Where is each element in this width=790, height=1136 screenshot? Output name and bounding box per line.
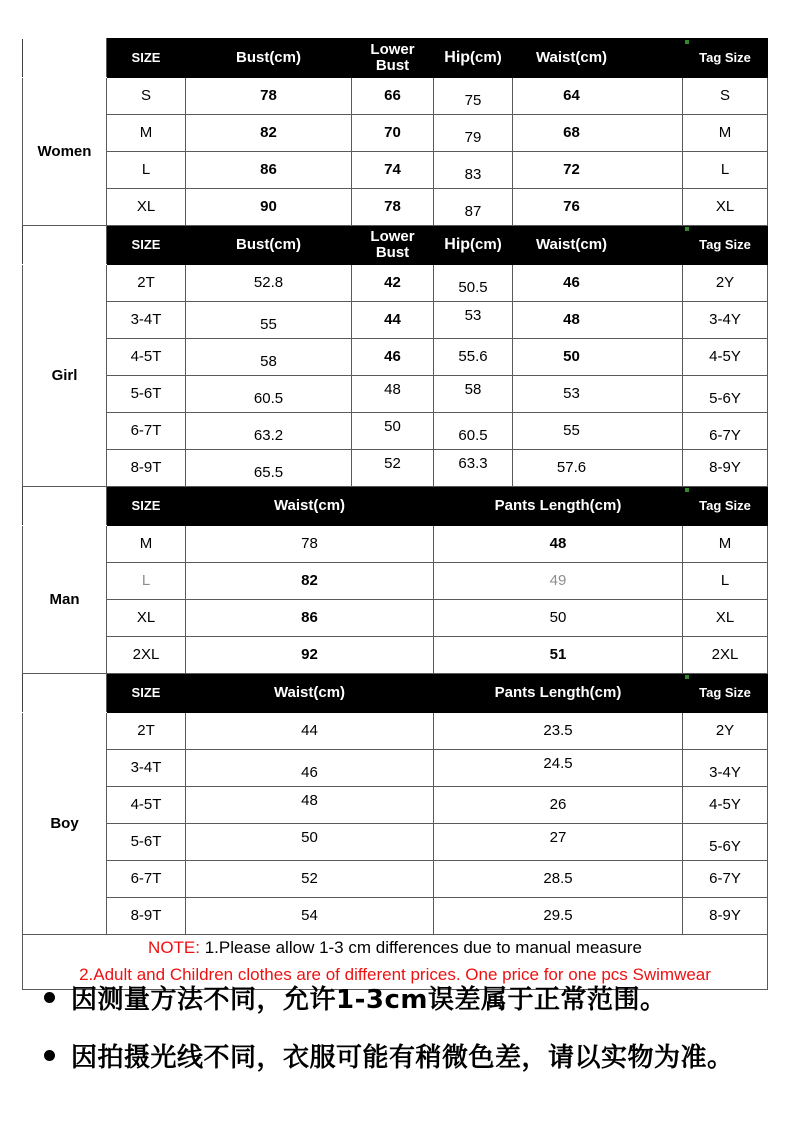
table-row	[23, 750, 768, 787]
cell-girl-bust	[186, 450, 352, 487]
cell-girl-waist-value: 46	[563, 274, 580, 292]
cell-boy-pants-length	[434, 824, 683, 861]
table-row	[23, 115, 768, 152]
cell-man-waist: 78	[186, 526, 434, 563]
boy-header-waist-label: Waist(cm)	[273, 684, 346, 702]
cell-girl-lower-bust: 42	[352, 265, 434, 302]
cell-boy-waist: 52	[186, 861, 434, 898]
cell-boy-waist-value: 50	[301, 829, 318, 847]
cell-man-tag: M	[683, 526, 768, 563]
cell-man-pants-length: 49	[434, 563, 683, 600]
cell-girl-size: 8-9T	[107, 450, 186, 487]
girl-header-size	[107, 226, 186, 265]
table-row	[23, 78, 768, 115]
cell-girl-lower-bust	[352, 450, 434, 487]
cell-girl-hip	[434, 376, 513, 413]
cell-boy-tag: 4-5Y	[683, 787, 768, 824]
cell-boy-waist	[186, 824, 434, 861]
cell-girl-hip-value: 50.5	[458, 279, 488, 297]
boy-header-pants-length	[434, 674, 683, 713]
cell-girl-bust-value: 58	[260, 353, 277, 371]
boy-header-row	[23, 674, 768, 713]
cell-girl-tag: 4-5Y	[683, 339, 768, 376]
cell-girl-size: 5-6T	[107, 376, 186, 413]
man-header-row	[23, 487, 768, 526]
cell-women-hip-value: 79	[464, 129, 482, 147]
man-header-size	[107, 487, 186, 526]
cell-boy-waist: 44	[186, 713, 434, 750]
cell-boy-pants-length: 26	[434, 787, 683, 824]
table-row	[23, 376, 768, 413]
table-row	[23, 563, 768, 600]
size-chart-table-container	[22, 38, 767, 990]
table-row	[23, 600, 768, 637]
cell-girl-lower-bust	[352, 376, 434, 413]
cell-boy-pants-length: 23.5	[434, 713, 683, 750]
cell-girl-bust: 52.8	[186, 265, 352, 302]
cell-boy-pants-length	[434, 750, 683, 787]
cell-girl-size: 6-7T	[107, 413, 186, 450]
cell-boy-pants-length: 29.5	[434, 898, 683, 935]
cell-women-hip	[434, 78, 513, 115]
cell-boy-tag	[683, 824, 768, 861]
cell-girl-tag: 2Y	[683, 265, 768, 302]
cell-women-size: L	[107, 152, 186, 189]
boy-header-pants-length-label: Pants Length(cm)	[494, 684, 622, 702]
cell-girl-tag	[683, 376, 768, 413]
cell-girl-hip: 55.6	[434, 339, 513, 376]
cell-girl-tag-value: 5-6Y	[709, 390, 741, 408]
cell-women-waist	[513, 152, 683, 189]
cell-girl-hip	[434, 265, 513, 302]
table-row	[23, 450, 768, 487]
cell-women-size: M	[107, 115, 186, 152]
cell-boy-waist	[186, 787, 434, 824]
cell-women-bust: 90	[186, 189, 352, 226]
table-row	[23, 898, 768, 935]
cell-girl-waist-value: 55	[563, 422, 580, 440]
cell-women-hip	[434, 152, 513, 189]
cell-girl-bust	[186, 413, 352, 450]
cell-women-lower-bust: 74	[352, 152, 434, 189]
cell-girl-bust-value: 55	[260, 316, 277, 334]
cell-man-pants-length: 48	[434, 526, 683, 563]
cell-man-waist: 82	[186, 563, 434, 600]
cell-women-tag: S	[683, 78, 768, 115]
cell-man-size: XL	[107, 600, 186, 637]
group-label-women: Women	[23, 78, 107, 226]
cell-girl-bust-value: 65.5	[253, 464, 284, 482]
women-header-hip-label: Hip	[444, 48, 471, 66]
women-header-bust-label: Bust(cm)	[235, 49, 301, 67]
man-header-blank	[23, 487, 107, 526]
cell-girl-hip-value: 63.3	[458, 455, 488, 473]
table-row	[23, 302, 768, 339]
women-header-waist	[513, 39, 683, 78]
note-label: NOTE:	[148, 938, 200, 957]
cell-girl-waist	[513, 450, 683, 487]
cell-women-size: XL	[107, 189, 186, 226]
women-header-size	[107, 39, 186, 78]
size-chart-table	[22, 38, 768, 990]
cell-boy-waist	[186, 750, 434, 787]
girl-header-hip-unit: (cm)	[470, 235, 502, 253]
cell-women-hip	[434, 189, 513, 226]
boy-header-size-label: SIZE	[131, 685, 161, 701]
cell-boy-size: 5-6T	[107, 824, 186, 861]
cell-girl-lower-bust-value: 48	[384, 381, 401, 399]
women-header-tag-size-label: Tag Size	[699, 50, 751, 66]
cell-man-size: M	[107, 526, 186, 563]
women-header-hip	[434, 39, 513, 78]
cell-girl-bust	[186, 376, 352, 413]
cell-women-waist-value: 64	[563, 87, 580, 105]
cell-man-tag: 2XL	[683, 637, 768, 674]
man-header-pants-length-label: Pants Length(cm)	[494, 497, 622, 515]
cell-boy-waist: 54	[186, 898, 434, 935]
cell-girl-tag: 3-4Y	[683, 302, 768, 339]
cell-women-waist-value: 76	[563, 198, 580, 216]
man-header-pants-length	[434, 487, 683, 526]
list-item	[22, 968, 767, 1026]
girl-header-tag-size	[683, 226, 768, 265]
cell-boy-pants-length-value: 24.5	[543, 755, 573, 773]
cell-girl-lower-bust: 46	[352, 339, 434, 376]
cell-women-bust: 82	[186, 115, 352, 152]
bullet-dot-icon	[44, 1050, 55, 1061]
cell-boy-size: 2T	[107, 713, 186, 750]
cell-women-waist	[513, 78, 683, 115]
cell-girl-hip-value: 53	[464, 307, 482, 325]
cell-girl-waist	[513, 265, 683, 302]
cell-girl-hip	[434, 413, 513, 450]
women-header-bust	[186, 39, 352, 78]
girl-header-waist	[513, 226, 683, 265]
women-header-hip-unit: (cm)	[470, 48, 502, 66]
chinese-notes-list	[22, 968, 767, 1084]
women-header-lower-bust-label: Lower Bust	[370, 41, 415, 74]
cell-girl-waist-value: 50	[563, 348, 580, 366]
cell-man-size: L	[107, 563, 186, 600]
girl-header-lower-bust-label: Lower Bust	[370, 228, 415, 261]
cell-women-waist-value: 68	[563, 124, 580, 142]
cell-girl-size: 2T	[107, 265, 186, 302]
girl-header-hip-label: Hip	[444, 235, 471, 253]
table-row	[23, 713, 768, 750]
cell-girl-lower-bust-value: 52	[384, 455, 401, 473]
cell-boy-pants-length-value: 27	[549, 829, 567, 847]
girl-header-blank	[23, 226, 107, 265]
bullet-dot-icon	[44, 992, 55, 1003]
cell-women-waist-value: 72	[563, 161, 580, 179]
cell-girl-bust-value: 63.2	[253, 427, 284, 445]
cell-girl-waist	[513, 339, 683, 376]
cell-women-hip-value: 83	[464, 166, 482, 184]
cell-girl-size: 3-4T	[107, 302, 186, 339]
cell-girl-tag	[683, 413, 768, 450]
man-header-size-label: SIZE	[131, 498, 161, 514]
cell-man-tag: L	[683, 563, 768, 600]
table-row	[23, 637, 768, 674]
cell-girl-size: 4-5T	[107, 339, 186, 376]
cell-girl-tag-value: 6-7Y	[709, 427, 741, 445]
boy-header-waist	[186, 674, 434, 713]
man-header-tag-size-label: Tag Size	[699, 498, 751, 514]
cell-boy-size: 3-4T	[107, 750, 186, 787]
table-row	[23, 861, 768, 898]
cell-women-waist	[513, 115, 683, 152]
women-header-tag-size	[683, 39, 768, 78]
table-row	[23, 526, 768, 563]
cell-girl-waist	[513, 302, 683, 339]
cell-girl-waist	[513, 376, 683, 413]
cell-boy-tag	[683, 750, 768, 787]
cell-women-lower-bust: 66	[352, 78, 434, 115]
cell-girl-lower-bust-value: 50	[384, 418, 401, 436]
cell-girl-hip	[434, 450, 513, 487]
cell-girl-bust-value: 60.5	[253, 390, 284, 408]
cell-women-tag: L	[683, 152, 768, 189]
cell-man-pants-length: 50	[434, 600, 683, 637]
cell-man-size: 2XL	[107, 637, 186, 674]
cell-boy-waist-value: 48	[301, 792, 318, 810]
cell-girl-tag: 8-9Y	[683, 450, 768, 487]
man-header-tag-size	[683, 487, 768, 526]
women-header-waist-label: Waist(cm)	[535, 49, 608, 67]
girl-header-waist-label: Waist(cm)	[535, 236, 608, 254]
cell-women-waist	[513, 189, 683, 226]
table-row	[23, 152, 768, 189]
girl-header-tag-size-label: Tag Size	[699, 237, 751, 253]
cell-girl-waist	[513, 413, 683, 450]
man-header-waist	[186, 487, 434, 526]
cell-women-tag: XL	[683, 189, 768, 226]
cell-girl-waist-value: 57.6	[556, 459, 587, 477]
list-item	[22, 1026, 767, 1084]
cell-women-bust: 78	[186, 78, 352, 115]
table-row	[23, 787, 768, 824]
girl-header-hip	[434, 226, 513, 265]
cell-women-bust: 86	[186, 152, 352, 189]
table-row	[23, 339, 768, 376]
cell-girl-waist-value: 48	[563, 311, 580, 329]
boy-header-tag-size-label: Tag Size	[699, 685, 751, 701]
cell-man-waist: 86	[186, 600, 434, 637]
girl-header-row	[23, 226, 768, 265]
cell-boy-tag: 8-9Y	[683, 898, 768, 935]
table-row	[23, 189, 768, 226]
bullet-text: 因拍摄光线不同，衣服可能有稍微色差，请以实物为准。	[71, 1042, 734, 1073]
cell-man-waist: 92	[186, 637, 434, 674]
cell-women-hip-value: 87	[464, 203, 482, 221]
cell-boy-tag-value: 3-4Y	[709, 764, 741, 782]
bullet-text: 因测量方法不同，允许1-3cm误差属于正常范围。	[71, 984, 667, 1015]
cell-boy-tag: 2Y	[683, 713, 768, 750]
girl-header-size-label: SIZE	[131, 237, 161, 253]
boy-header-size	[107, 674, 186, 713]
note-line-2: 2.Adult and Children clothes are of different prices. One price for one pcs Swimwear	[79, 965, 711, 984]
cell-girl-hip-value: 60.5	[458, 427, 488, 445]
cell-girl-lower-bust	[352, 413, 434, 450]
cell-women-tag: M	[683, 115, 768, 152]
cell-boy-size: 4-5T	[107, 787, 186, 824]
cell-women-hip-value: 75	[464, 92, 482, 110]
women-header-blank	[23, 39, 107, 78]
cell-man-pants-length: 51	[434, 637, 683, 674]
cell-girl-hip	[434, 302, 513, 339]
women-header-row	[23, 39, 768, 78]
cell-girl-bust	[186, 302, 352, 339]
cell-boy-waist-value: 46	[301, 764, 318, 782]
man-header-waist-label: Waist(cm)	[273, 497, 346, 515]
table-row	[23, 824, 768, 861]
cell-man-tag: XL	[683, 600, 768, 637]
girl-header-bust	[186, 226, 352, 265]
note-line-1	[23, 935, 767, 961]
girl-header-lower-bust	[352, 226, 434, 265]
cell-women-lower-bust: 70	[352, 115, 434, 152]
table-row	[23, 413, 768, 450]
note-line-1-body: 1.Please allow 1-3 cm differences due to manual measure	[200, 938, 642, 957]
group-label-man: Man	[23, 526, 107, 674]
cell-girl-waist-value: 53	[563, 385, 580, 403]
cell-boy-size: 6-7T	[107, 861, 186, 898]
boy-header-tag-size	[683, 674, 768, 713]
cell-women-size: S	[107, 78, 186, 115]
table-row	[23, 265, 768, 302]
cell-boy-size: 8-9T	[107, 898, 186, 935]
women-header-lower-bust	[352, 39, 434, 78]
group-label-boy: Boy	[23, 713, 107, 935]
cell-women-hip	[434, 115, 513, 152]
cell-girl-hip-value: 58	[464, 381, 482, 399]
cell-girl-lower-bust: 44	[352, 302, 434, 339]
cell-girl-bust	[186, 339, 352, 376]
boy-header-blank	[23, 674, 107, 713]
cell-boy-tag-value: 5-6Y	[709, 838, 741, 856]
women-header-size-label: SIZE	[131, 50, 161, 66]
cell-boy-tag: 6-7Y	[683, 861, 768, 898]
girl-header-bust-label: Bust(cm)	[235, 236, 301, 254]
group-label-girl: Girl	[23, 265, 107, 487]
cell-women-lower-bust: 78	[352, 189, 434, 226]
cell-boy-pants-length: 28.5	[434, 861, 683, 898]
